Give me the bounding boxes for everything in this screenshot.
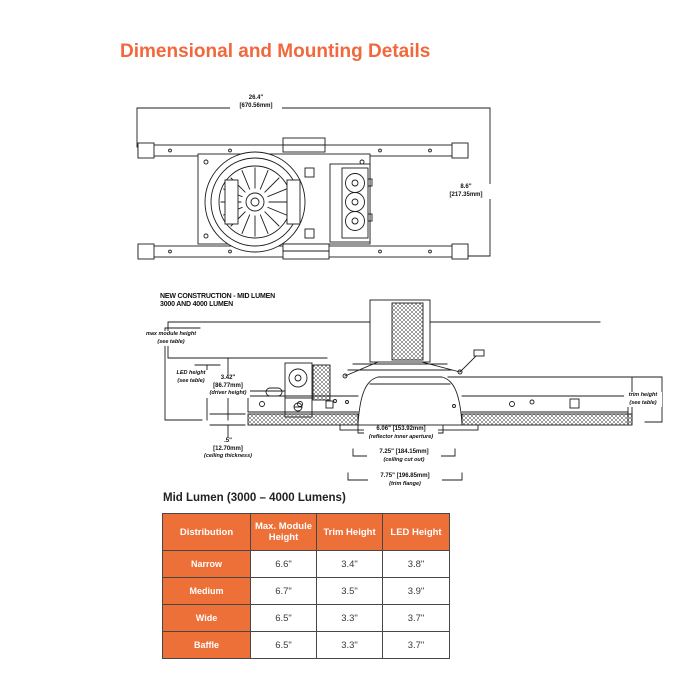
max-module-line1: max module height — [145, 331, 197, 337]
ceiling-thickness-inches: .5" — [224, 438, 232, 444]
side-view-figure — [140, 292, 685, 502]
construction-line2: 3000 AND 4000 LUMEN — [160, 301, 233, 308]
top-view-width-dimension — [230, 95, 282, 110]
aperture-dim: 6.06" [153.92mm] — [376, 426, 426, 432]
width-inches: 26.4" — [248, 95, 264, 101]
max-module-height-label — [142, 331, 200, 346]
ceiling-thickness-note: (ceiling thickness) — [204, 453, 252, 459]
ceiling-thickness-mm: [12.70mm] — [213, 445, 243, 452]
top-view-height-dimension — [440, 184, 492, 199]
cell-max-module-height: 6.5" — [251, 632, 317, 659]
page-title: Dimensional and Mounting Details — [120, 41, 431, 62]
aperture-note: (reflector inner aperture) — [368, 433, 434, 440]
cell-led-height: 3.7" — [383, 605, 450, 632]
row-label: Narrow — [163, 551, 251, 578]
trim-height-label — [624, 392, 662, 407]
row-label: Wide — [163, 605, 251, 632]
cell-max-module-height: 6.6" — [251, 551, 317, 578]
cell-trim-height: 3.4" — [317, 551, 383, 578]
cell-led-height: 3.8" — [383, 551, 450, 578]
trim-height-line2: (see table) — [629, 399, 657, 406]
height-inches: 8.6" — [460, 184, 472, 190]
cell-led-height: 3.7" — [383, 632, 450, 659]
cell-trim-height: 3.3" — [317, 632, 383, 659]
driver-note: (driver height) — [209, 390, 247, 396]
construction-type-label — [160, 293, 340, 309]
header-distribution: Distribution — [163, 514, 251, 551]
table-row-medium — [163, 578, 450, 605]
led-height-line1: LED height — [176, 370, 206, 376]
cutout-note: (ceiling cut out) — [383, 456, 425, 463]
height-mm: [217.35mm] — [449, 191, 483, 198]
table-row-wide — [163, 605, 450, 632]
flange-dim: 7.75" [196.85mm] — [380, 473, 430, 479]
driver-mm: [86.77mm] — [213, 382, 243, 389]
row-label: Medium — [163, 578, 251, 605]
table-title: Mid Lumen (3000 – 4000 Lumens) — [163, 492, 346, 504]
trim-height-line1: trim height — [628, 392, 658, 398]
cell-trim-height: 3.3" — [317, 605, 383, 632]
top-view-figure — [130, 92, 510, 292]
ceiling-thickness-label — [202, 438, 254, 461]
row-label: Baffle — [163, 632, 251, 659]
driver-inches: 3.42" — [220, 375, 236, 381]
cell-max-module-height: 6.5" — [251, 605, 317, 632]
table-header-row — [163, 514, 450, 551]
cell-trim-height: 3.5" — [317, 578, 383, 605]
cell-max-module-height: 6.7" — [251, 578, 317, 605]
dimensions-table — [162, 513, 450, 659]
header-trim-height: Trim Height — [317, 514, 383, 551]
flange-note: (trim flange) — [389, 480, 421, 487]
max-module-line2: (see table) — [157, 338, 185, 345]
led-height-line2: (see table) — [177, 377, 205, 384]
cell-led-height: 3.9" — [383, 578, 450, 605]
width-mm: [670.56mm] — [239, 102, 273, 109]
table-row-baffle — [163, 632, 450, 659]
reflector-aperture-label — [364, 426, 438, 441]
table-row-narrow — [163, 551, 450, 578]
header-led-height: LED Height — [383, 514, 450, 551]
header-max-module-height: Max. Module Height — [251, 514, 317, 551]
construction-line1: NEW CONSTRUCTION - MID LUMEN — [160, 293, 275, 300]
ceiling-cutout-label — [367, 449, 441, 464]
driver-height-label — [206, 375, 250, 398]
trim-flange-label — [368, 473, 442, 488]
cutout-dim: 7.25" [184.15mm] — [379, 449, 429, 455]
